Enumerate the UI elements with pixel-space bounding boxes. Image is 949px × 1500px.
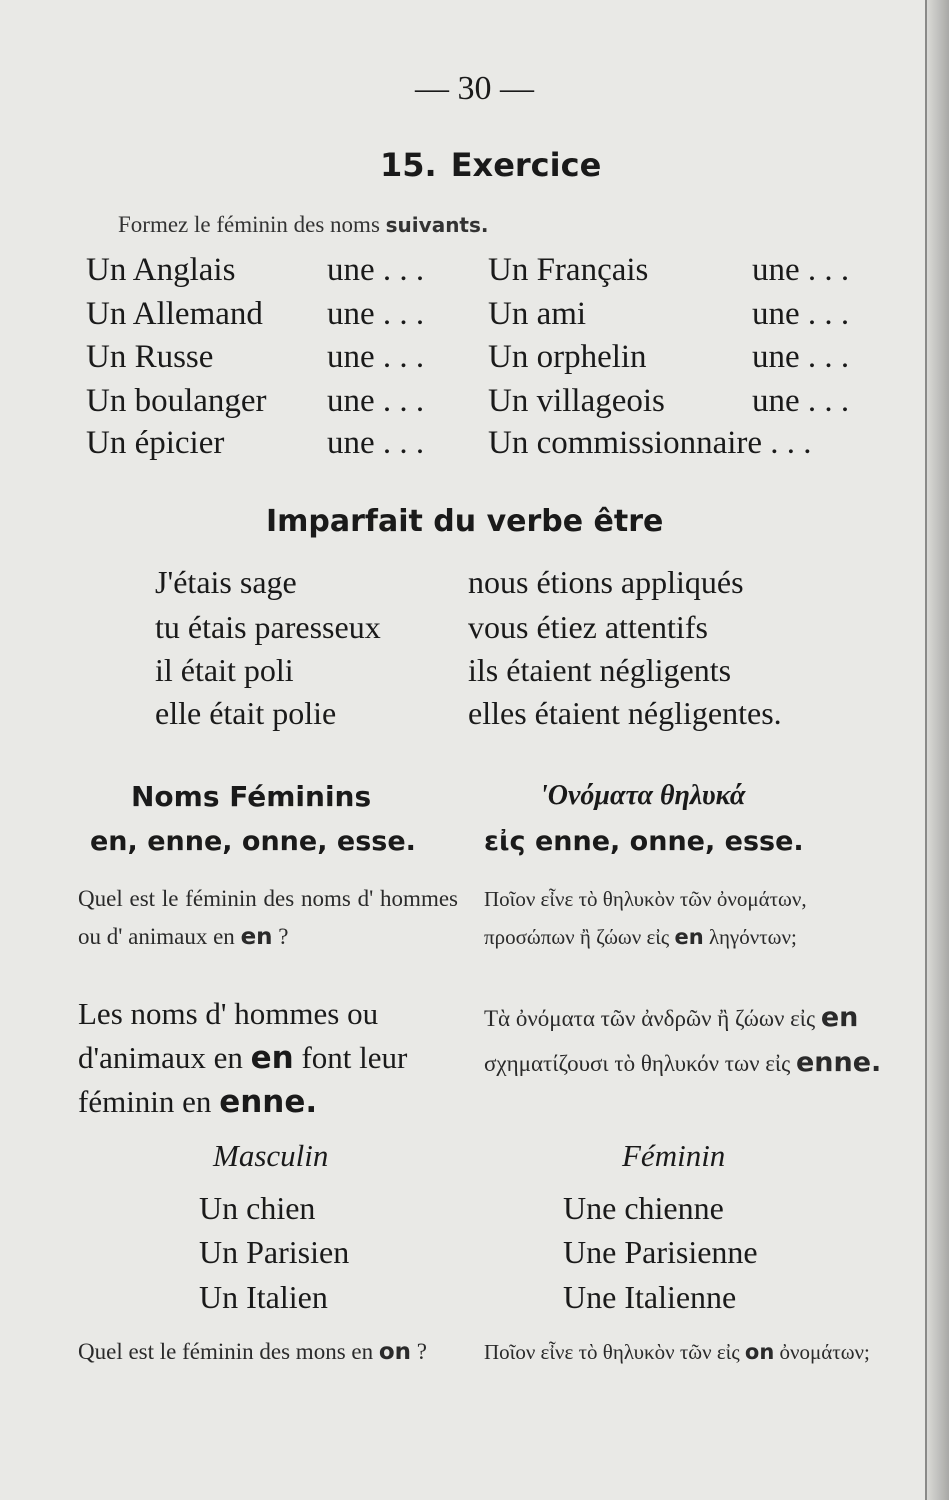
rule-gr — [484, 996, 890, 1086]
conj-left-1: tu étais paresseux — [155, 609, 381, 645]
rule-gr-bold-1: en — [820, 1002, 859, 1033]
fem-example-2: Une Italienne — [563, 1279, 737, 1315]
question-fr — [78, 880, 458, 956]
final-question-fr-post: ? — [416, 1339, 428, 1364]
feminins-endings-gr: εἰς enne, onne, esse. — [484, 826, 804, 857]
ex-row-4-b: une . . . — [327, 425, 425, 461]
final-question-gr — [484, 1333, 890, 1371]
rule-fr-bold-2: enne. — [219, 1084, 318, 1120]
page-edge — [925, 0, 949, 1500]
final-question-fr — [78, 1333, 458, 1371]
ex-row-1-d: une . . . — [752, 296, 850, 332]
rule-gr-bold-2: enne. — [795, 1047, 882, 1078]
final-question-gr-post: ὀνομάτων; — [779, 1340, 870, 1364]
ex-row-0-a: Un Anglais — [86, 252, 236, 288]
masc-example-1: Un Parisien — [199, 1234, 350, 1270]
question-gr-bold: en — [674, 925, 704, 949]
fem-example-0: Une chienne — [563, 1190, 724, 1226]
ex-row-0-b: une . . . — [327, 252, 425, 288]
rule-fr-text-1: Les noms d' hommes ou d'animaux en — [78, 996, 379, 1075]
ex-row-2-c: Un orphelin — [488, 339, 647, 375]
feminin-heading: Féminin — [622, 1138, 726, 1173]
ex-row-3-d: une . . . — [752, 383, 850, 419]
ex-row-2-d: une . . . — [752, 339, 850, 375]
question-fr-text: Quel est le féminin des noms d' hommes ou d' animaux en — [78, 886, 458, 949]
conj-left-0: J'étais sage — [155, 564, 297, 600]
final-question-fr-bold: on — [378, 1339, 412, 1365]
question-fr-post: ? — [278, 924, 289, 949]
ex-row-1-a: Un Allemand — [86, 296, 263, 332]
ex-row-1-b: une . . . — [327, 296, 425, 332]
fem-example-1: Une Parisienne — [563, 1234, 758, 1270]
ex-row-3-b: une . . . — [327, 383, 425, 419]
masculin-heading: Masculin — [213, 1138, 329, 1173]
instruction-text: Formez le féminin des noms — [118, 212, 380, 237]
conj-right-3: elles étaient négligentes. — [468, 695, 782, 731]
conj-right-0: nous étions appliqués — [468, 564, 744, 600]
question-fr-bold: en — [240, 924, 273, 950]
feminins-title-gr: 'Ονόματα θηλυκά — [540, 780, 746, 811]
final-question-gr-text: Ποῖον εἶνε τὸ θηλυκὸν τῶν εἰς — [484, 1340, 740, 1364]
question-gr-text: Ποῖον εἶνε τὸ θηλυκὸν τῶν ὀνομάτων, προσώπων ἢ ζώων εἰς — [484, 887, 807, 949]
conj-right-2: ils étaient négligents — [468, 652, 732, 688]
rule-fr-bold-1: en — [250, 1040, 294, 1076]
masc-example-0: Un chien — [199, 1190, 316, 1226]
ex-row-2-b: une . . . — [327, 339, 425, 375]
ex-row-4-c: Un commissionnaire . . . — [488, 425, 812, 461]
question-gr — [484, 880, 890, 956]
exercise-title-text: Exercice — [450, 146, 602, 184]
conj-right-1: vous étiez attentifs — [468, 609, 708, 645]
rule-fr-text-2: font leur féminin en — [78, 1040, 408, 1119]
ex-row-3-c: Un villageois — [488, 383, 665, 419]
ex-row-4-a: Un épicier — [86, 425, 225, 461]
exercise-title — [380, 146, 601, 184]
question-gr-post: ληγόντων; — [708, 925, 797, 949]
rule-gr-text-2: σχηματίζουσι τὸ θηλυκόν των εἰς — [484, 1051, 791, 1076]
masc-example-2: Un Italien — [199, 1279, 328, 1315]
ex-row-2-a: Un Russe — [86, 339, 214, 375]
final-question-fr-text: Quel est le féminin des mons en — [78, 1339, 374, 1364]
ex-row-3-a: Un boulanger — [86, 383, 267, 419]
page-number: — 30 — — [415, 70, 534, 107]
conj-left-3: elle était polie — [155, 695, 337, 731]
rule-gr-text-1: Τὰ ὀνόματα τῶν ἀνδρῶν ἢ ζώων εἰς — [484, 1006, 816, 1031]
ex-row-1-c: Un ami — [488, 296, 587, 332]
rule-fr — [78, 992, 458, 1124]
feminins-title-fr: Noms Féminins — [131, 780, 372, 813]
ex-row-0-c: Un Français — [488, 252, 649, 288]
exercise-instruction — [118, 212, 489, 238]
instruction-bold: suivants. — [385, 213, 489, 237]
ex-row-0-d: une . . . — [752, 252, 850, 288]
exercise-number: 15. — [380, 146, 437, 184]
conj-left-2: il était poli — [155, 652, 294, 688]
feminins-endings-fr: en, enne, onne, esse. — [90, 826, 416, 857]
final-question-gr-bold: on — [744, 1340, 775, 1364]
imparfait-title: Imparfait du verbe être — [266, 504, 664, 539]
